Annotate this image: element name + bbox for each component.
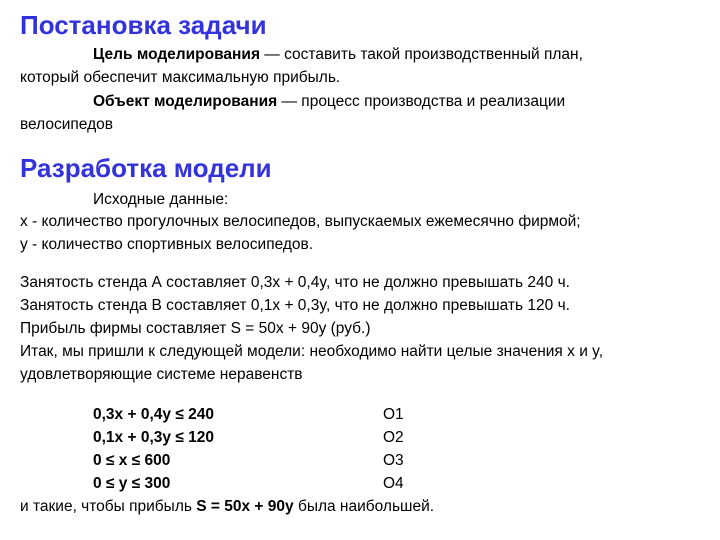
final-prefix: и такие, чтобы прибыль bbox=[20, 498, 197, 515]
object-line bbox=[93, 92, 565, 112]
final-suffix: была наибольшей. bbox=[293, 498, 435, 515]
conclusion-line-1: Итак, мы пришли к следующей модели: необходимо найти целые значения x и y, bbox=[20, 343, 604, 360]
inequality-4-tag: O4 bbox=[383, 475, 404, 492]
inequality-2: 0,1x + 0,3y ≤ 120 bbox=[93, 429, 214, 446]
inequality-4: 0 ≤ y ≤ 300 bbox=[93, 475, 171, 492]
object-text: — процесс производства и реализации bbox=[277, 93, 566, 110]
goal-continuation: который обеспечит максимальную прибыль. bbox=[20, 69, 341, 86]
goal-label: Цель моделирования bbox=[93, 46, 260, 63]
input-data-label: Исходные данные: bbox=[93, 191, 229, 208]
object-continuation: велосипедов bbox=[20, 116, 113, 133]
heading-problem-statement: Постановка задачи bbox=[20, 10, 267, 40]
inequality-3-tag: O3 bbox=[383, 452, 404, 469]
inequality-1-tag: O1 bbox=[383, 406, 404, 423]
goal-line bbox=[93, 45, 583, 65]
y-definition: y - количество спортивных велосипедов. bbox=[20, 236, 314, 253]
conclusion-line-2: удовлетворяющие системе неравенств bbox=[20, 366, 303, 383]
goal-text: — составить такой производственный план, bbox=[260, 46, 583, 63]
x-definition: x - количество прогулочных велосипедов, выпускаемых ежемесячно фирмой; bbox=[20, 213, 581, 230]
inequality-3: 0 ≤ x ≤ 600 bbox=[93, 452, 171, 469]
profit-line: Прибыль фирмы составляет S = 50x + 90y (руб.) bbox=[20, 320, 371, 337]
object-label: Объект моделирования bbox=[93, 93, 278, 110]
stand-b-constraint: Занятость стенда В составляет 0,1x + 0,3y, что не должно превышать 120 ч. bbox=[20, 297, 570, 314]
final-formula: S = 50x + 90y bbox=[196, 498, 294, 515]
stand-a-constraint: Занятость стенда А составляет 0,3x + 0,4y, что не должно превышать 240 ч. bbox=[20, 274, 570, 291]
final-condition bbox=[20, 497, 434, 517]
heading-model-development: Разработка модели bbox=[20, 153, 272, 183]
inequality-1: 0,3x + 0,4y ≤ 240 bbox=[93, 406, 214, 423]
inequality-2-tag: O2 bbox=[383, 429, 404, 446]
